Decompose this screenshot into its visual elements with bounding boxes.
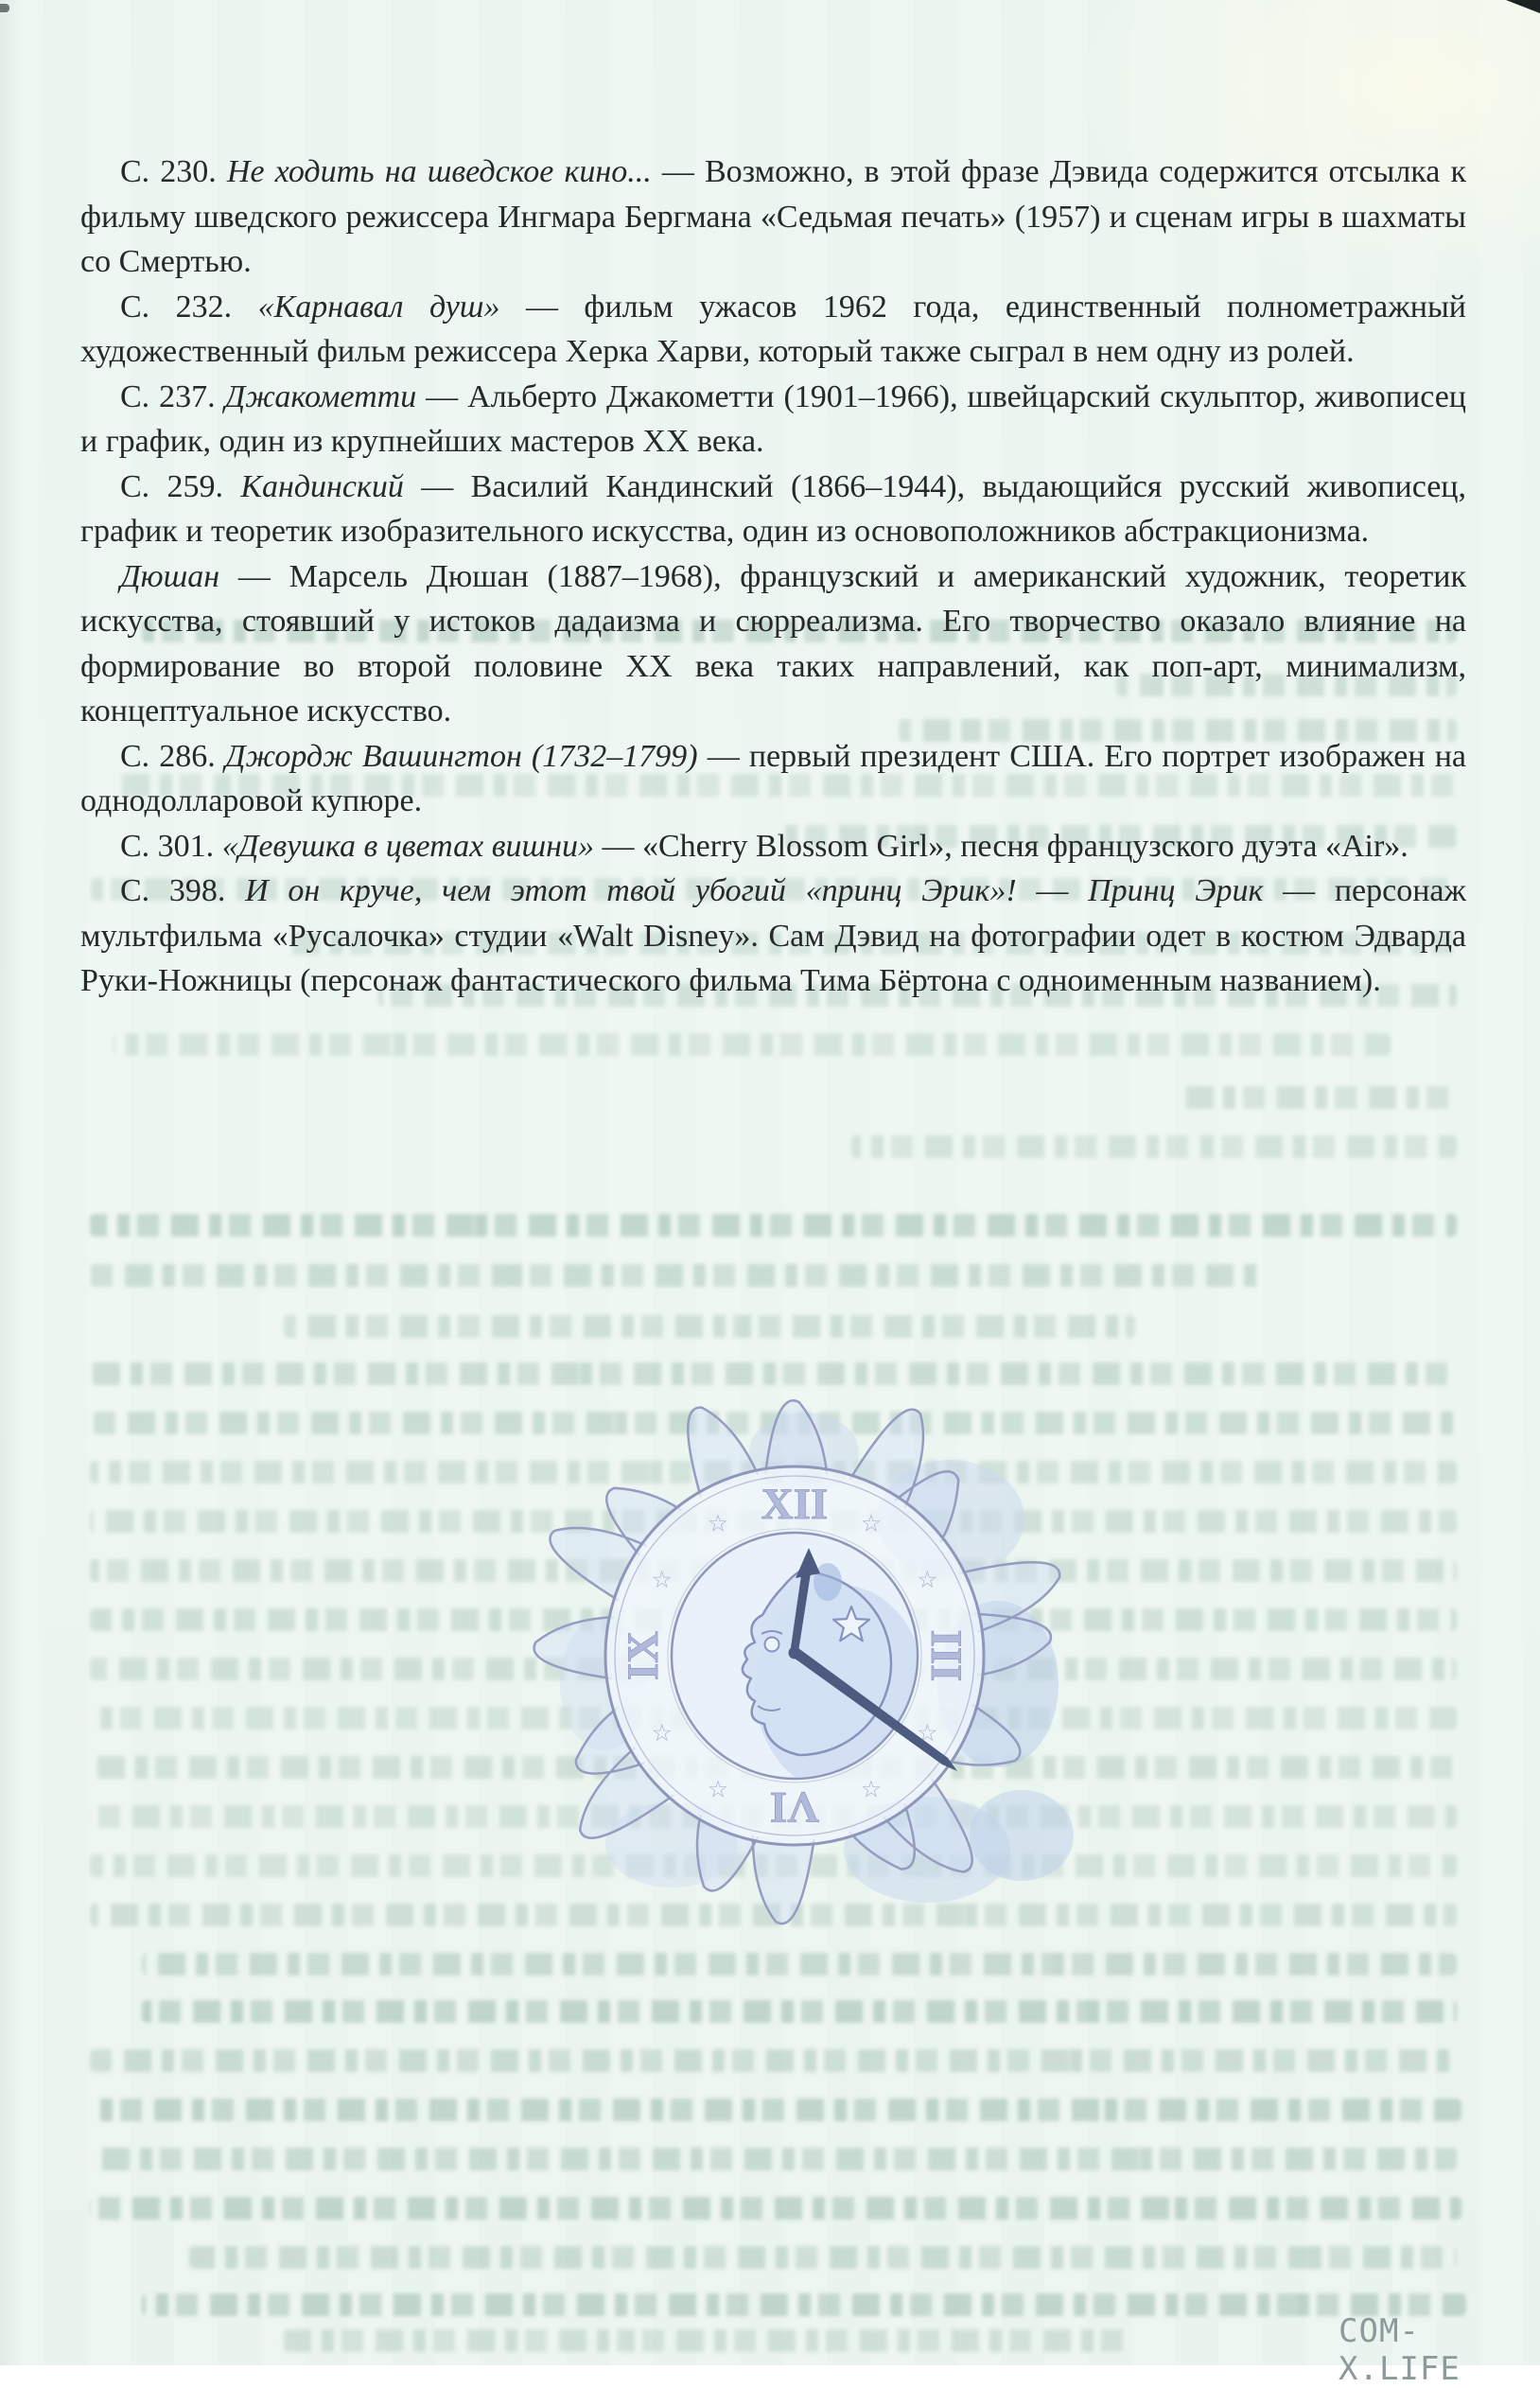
hour-star-icon: ☆ <box>651 1719 673 1747</box>
bleed-through-line <box>142 1953 1457 1975</box>
note-term: Принц Эрик <box>1088 873 1264 908</box>
note-text: С. 398. <box>120 873 246 908</box>
hands-hub <box>789 1647 801 1659</box>
note-paragraph <box>80 465 1466 554</box>
note-term: Не ходить на шведское кино... <box>226 154 652 189</box>
bleed-through-line <box>851 1135 1457 1158</box>
bleed-through-line <box>284 1315 1135 1338</box>
note-text: — <box>1016 873 1089 908</box>
hour-star-icon: ☆ <box>917 1566 938 1593</box>
bleed-through-line <box>142 2000 1457 2023</box>
bleed-through-line <box>90 2148 1457 2170</box>
hour-star-icon: ☆ <box>860 1509 883 1537</box>
clock-numeral-top: XII <box>761 1480 829 1529</box>
bleed-through-line <box>284 2329 1135 2352</box>
hour-star-icon: ☆ <box>860 1775 883 1803</box>
hour-star-icon: ☆ <box>707 1509 729 1537</box>
note-term: Джордж Вашингтон (1732–1799) <box>224 738 698 774</box>
note-paragraph <box>80 149 1466 285</box>
watermark: COM-X.LIFE <box>1339 2312 1461 2388</box>
note-text: — персонаж мультфильма «Русалочка» студии «Walt Disney». Сам Дэвид на фотографии одет в костюм Эдварда Руки-Ножницы (персонаж фантастического фильма Тима Бёртона с одноименным названием). <box>80 873 1466 998</box>
scan-corner-artifact <box>1506 0 1540 13</box>
note-text: — фильм ужасов 1962 года, единственный полнометражный художественный фильм режиссера Херка Харви, который также сыграл в нем одну из ролей. <box>80 289 1466 369</box>
bleed-through-line <box>1182 1086 1457 1109</box>
hour-star-icon: ☆ <box>707 1775 729 1803</box>
bleed-through-line <box>90 1214 1457 1237</box>
moon-eye <box>765 1638 779 1652</box>
note-text: С. 230. <box>120 154 227 189</box>
note-term: И он круче, чем этот твой убогий «принц Эрик»! <box>245 873 1017 908</box>
bleed-through-line <box>90 2098 1461 2121</box>
note-paragraph <box>80 375 1466 465</box>
notes-text-block <box>80 149 1466 1004</box>
note-text: С. 259. <box>120 468 241 504</box>
note-term: «Девушка в цветах вишни» <box>221 828 594 864</box>
bleed-through-line <box>142 2293 1466 2316</box>
note-text: — Альберто Джакометти (1901–1966), швейцарский скульптор, живописец и график, один из крупнейших мастеров XX века. <box>80 378 1466 459</box>
note-paragraph <box>80 734 1466 824</box>
hour-star-icon: ☆ <box>917 1719 938 1747</box>
note-paragraph <box>80 824 1466 869</box>
clock-numeral-left: IX <box>619 1630 668 1681</box>
bleed-through-line <box>90 2049 1457 2072</box>
bleed-through-line <box>90 2197 1461 2220</box>
bleed-through-line <box>90 1264 1263 1287</box>
bleed-through-line <box>189 2246 1457 2269</box>
note-text: — Василий Кандинский (1866–1944), выдающийся русский живописец, график и теоретик изобразительного искусства, один из основоположников абстракционизма. <box>80 468 1466 549</box>
note-term: «Карнавал душ» <box>257 289 500 325</box>
note-term: Кандинский <box>240 468 404 504</box>
sun-moon-clock-illustration <box>520 1372 1088 1940</box>
note-paragraph <box>80 554 1466 734</box>
note-text: С. 301. <box>120 828 222 864</box>
bleed-through-line <box>114 1033 1391 1056</box>
note-text: С. 237. <box>120 378 225 414</box>
clock-numeral-right: III <box>921 1629 971 1682</box>
hour-star-icon: ☆ <box>651 1566 673 1593</box>
note-text: С. 286. <box>120 738 225 774</box>
note-paragraph <box>80 869 1466 1004</box>
note-text: — «Cherry Blossom Girl», песня французского дуэта «Air». <box>594 828 1409 864</box>
note-text: — Марсель Дюшан (1887–1968), французский и американский художник, теоретик искусства, стоявший у истоков дадаизма и сюрреализма. Его творчество оказало влияние на формирование во второй половине XX века таких направлений, как поп-арт, минимализм, концептуальное искусство. <box>80 558 1466 729</box>
note-text: — Возможно, в этой фразе Дэвида содержится отсылка к фильму шведского режиссера Ингмара Бергмана «Седьмая печать» (1957) и сценам игры в шахматы со Смертью. <box>80 154 1466 279</box>
note-paragraph <box>80 285 1466 375</box>
note-term: Дюшан <box>120 558 220 594</box>
scan-corner-artifact <box>0 4 9 12</box>
note-text: — первый президент США. Его портрет изображен на однодолларовой купюре. <box>80 738 1467 818</box>
note-text: С. 232. <box>120 289 258 325</box>
note-term: Джакометти <box>224 378 417 414</box>
clock-numeral-bottom: VI <box>769 1782 820 1832</box>
